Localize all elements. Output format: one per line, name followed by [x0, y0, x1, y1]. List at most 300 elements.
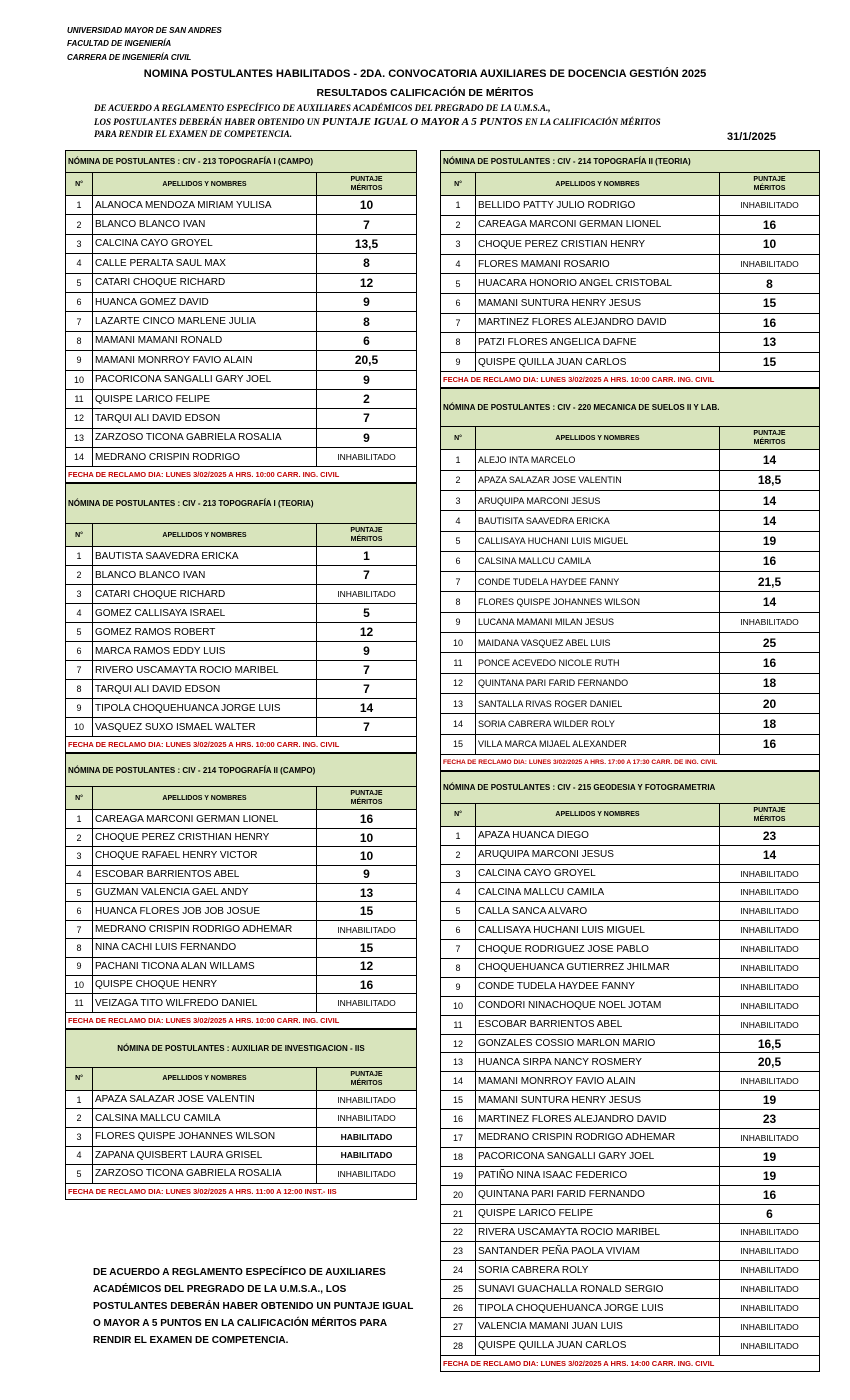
- row-number: 20: [441, 1185, 476, 1204]
- row-number: 21: [441, 1204, 476, 1223]
- merit-score: 23: [720, 1110, 820, 1129]
- merit-score: INHABILITADO: [720, 612, 820, 632]
- footer-rule-note: DE ACUERDO A REGLAMENTO ESPECÍFICO DE AUXILIARES ACADÉMICOS DEL PREGRADO DE LA U.M.S.A., LOS POSTULANTES DEBERÁN HABER OBTENIDO UN PUNTAJE IGUAL O MAYOR A 5 PUNTOS EN LA CALIFICACIÓN MÉRITOS PARA RENDIR EL EXAMEN DE COMPETENCIA.: [93, 1267, 414, 1346]
- merit-score: 6: [720, 1204, 820, 1223]
- row-number: 9: [66, 699, 93, 718]
- merit-score: INHABILITADO: [317, 448, 417, 467]
- merit-score: 23: [720, 826, 820, 845]
- applicant-name: QUISPE LARICO FELIPE: [93, 389, 317, 408]
- row-number: 22: [441, 1223, 476, 1242]
- applicant-name: CALCINA MALLCU CAMILA: [476, 883, 720, 902]
- applicant-name: ALEJO INTA MARCELO: [476, 450, 720, 470]
- applicant-name: QUISPE LARICO FELIPE: [476, 1204, 720, 1223]
- row-number: 24: [441, 1261, 476, 1280]
- merit-score: 8: [317, 312, 417, 331]
- table-row: [66, 902, 417, 920]
- table-row: [441, 1166, 820, 1185]
- applicant-name: GOMEZ CALLISAYA ISRAEL: [93, 604, 317, 623]
- applicant-name: CALLE PERALTA SAUL MAX: [93, 254, 317, 273]
- applicant-name: CALCINA CAYO GROYEL: [93, 234, 317, 253]
- merit-score: 15: [317, 902, 417, 920]
- table-row: [441, 1242, 820, 1261]
- row-number: 4: [441, 254, 476, 274]
- table-row: [66, 254, 417, 273]
- row-number: 2: [66, 828, 93, 846]
- applicant-name: MARTINEZ FLORES ALEJANDRO DAVID: [476, 313, 720, 333]
- applicant-name: PATIÑO NINA ISAAC FEDERICO: [476, 1166, 720, 1185]
- table-row: [441, 313, 820, 333]
- applicant-name: ZAPANA QUISBERT LAURA GRISEL: [93, 1146, 317, 1165]
- applicant-name: ARUQUIPA MARCONI JESUS: [476, 845, 720, 864]
- applicant-name: BLANCO BLANCO IVAN: [93, 566, 317, 585]
- table-title: NÓMINA DE POSTULANTES : CIV - 213 TOPOGRAFÍA I (TEORIA): [66, 484, 417, 524]
- row-number: 11: [66, 389, 93, 408]
- university-name: UNIVERSIDAD MAYOR DE SAN ANDRES: [67, 26, 222, 35]
- row-number: 5: [441, 902, 476, 921]
- table-row: [441, 693, 820, 713]
- row-number: 14: [441, 714, 476, 734]
- col-header-number: N°: [441, 803, 476, 826]
- career-name: CARRERA DE INGENIERÍA CIVIL: [67, 53, 192, 62]
- applicant-name: FLORES MAMANI ROSARIO: [476, 254, 720, 274]
- claim-date-note: FECHA DE RECLAMO DIA: LUNES 3/02/2025 A HRS. 10:00 CARR. ING. CIVIL: [66, 1012, 417, 1028]
- table-row: [66, 351, 417, 370]
- applicant-name: ESCOBAR BARRIENTOS ABEL: [476, 1015, 720, 1034]
- table-row: [441, 274, 820, 294]
- row-number: 9: [441, 352, 476, 372]
- col-header-number: N°: [441, 427, 476, 450]
- row-number: 5: [66, 1165, 93, 1184]
- merit-score: INHABILITADO: [720, 883, 820, 902]
- merit-score: 18,5: [720, 470, 820, 490]
- row-number: 11: [66, 994, 93, 1012]
- claim-date-note: FECHA DE RECLAMO DIA: LUNES 3/02/2025 A HRS. 10:00 CARR. ING. CIVIL: [66, 467, 417, 483]
- faculty-name: FACULTAD DE INGENIERÍA: [67, 39, 172, 48]
- merit-score: INHABILITADO: [317, 1109, 417, 1128]
- row-number: 8: [441, 959, 476, 978]
- table-row: [66, 448, 417, 467]
- applicant-name: MAIDANA VASQUEZ ABEL LUIS: [476, 633, 720, 653]
- row-number: 3: [66, 234, 93, 253]
- merit-score: 16: [720, 551, 820, 571]
- table-row: [441, 1185, 820, 1204]
- table-row: [441, 1223, 820, 1242]
- row-number: 2: [441, 215, 476, 235]
- applicant-name: CALSINA MALLCU CAMILA: [93, 1109, 317, 1128]
- applicant-name: ARUQUIPA MARCONI JESUS: [476, 490, 720, 510]
- table-row: [441, 1091, 820, 1110]
- table-row: [441, 902, 820, 921]
- table-row: [441, 196, 820, 216]
- row-number: 3: [66, 847, 93, 865]
- rule-note-line1: DE ACUERDO A REGLAMENTO ESPECÍFICO DE AUXILIARES ACADÉMICOS DEL PREGRADO DE LA U.M.S.A.,: [94, 103, 551, 113]
- merit-score: 25: [720, 633, 820, 653]
- table-row: [441, 673, 820, 693]
- row-number: 8: [66, 331, 93, 350]
- table-row: [66, 920, 417, 938]
- table-row: [441, 1053, 820, 1072]
- merit-score: 12: [317, 273, 417, 292]
- merit-score: 15: [720, 352, 820, 372]
- rule-note-line2: LOS POSTULANTES DEBERÁN HABER OBTENIDO UN PUNTAJE IGUAL O MAYOR A 5 PUNTOS EN LA CALIFICACIÓN MÉRITOS: [94, 116, 661, 128]
- merit-score: INHABILITADO: [317, 585, 417, 604]
- applicant-name: ZARZOSO TICONA GABRIELA ROSALIA: [93, 428, 317, 447]
- merit-score: 19: [720, 1091, 820, 1110]
- table-row: [441, 714, 820, 734]
- table-row: [441, 883, 820, 902]
- merit-score: INHABILITADO: [720, 1261, 820, 1280]
- col-header-score-line1: PUNTAJE: [753, 806, 786, 814]
- applicant-name: MAMANI MONRROY FAVIO ALAIN: [476, 1072, 720, 1091]
- row-number: 3: [66, 585, 93, 604]
- applicant-name: APAZA HUANCA DIEGO: [476, 826, 720, 845]
- row-number: 9: [66, 351, 93, 370]
- merit-score: 14: [720, 490, 820, 510]
- applicant-name: QUINTANA PARI FARID FERNANDO: [476, 1185, 720, 1204]
- table-row: [441, 490, 820, 510]
- applicant-name: CHOQUE RODRIGUEZ JOSE PABLO: [476, 940, 720, 959]
- table-row: [441, 996, 820, 1015]
- table-row: [441, 572, 820, 592]
- row-number: 8: [441, 333, 476, 353]
- col-header-score-line1: PUNTAJE: [753, 430, 786, 438]
- table-row: [66, 661, 417, 680]
- merit-score: 8: [317, 254, 417, 273]
- table-row: [66, 1127, 417, 1146]
- applicant-name: CALCINA CAYO GROYEL: [476, 864, 720, 883]
- row-number: 5: [66, 273, 93, 292]
- table-row: [66, 828, 417, 846]
- col-header-score-line2: MÉRITOS: [350, 185, 383, 192]
- merit-score: 10: [317, 828, 417, 846]
- applicant-name: MAMANI SUNTURA HENRY JESUS: [476, 293, 720, 313]
- merit-score: 7: [317, 661, 417, 680]
- applicant-name: PACORICONA SANGALLI GARY JOEL: [476, 1147, 720, 1166]
- applicant-name: MAMANI MONRROY FAVIO ALAIN: [93, 351, 317, 370]
- row-number: 13: [441, 1053, 476, 1072]
- applicant-name: ZARZOSO TICONA GABRIELA ROSALIA: [93, 1165, 317, 1184]
- applicant-name: VILLA MARCA MIJAEL ALEXANDER: [476, 734, 720, 754]
- merit-score: 16: [720, 215, 820, 235]
- table-row: [66, 585, 417, 604]
- applicant-name: MARTINEZ FLORES ALEJANDRO DAVID: [476, 1110, 720, 1129]
- merit-score: 18: [720, 714, 820, 734]
- row-number: 5: [441, 531, 476, 551]
- row-number: 6: [441, 293, 476, 313]
- row-number: 3: [441, 864, 476, 883]
- applicant-name: SANTALLA RIVAS ROGER DANIEL: [476, 693, 720, 713]
- applicant-name: GUZMAN VALENCIA GAEL ANDY: [93, 884, 317, 902]
- row-number: 5: [441, 274, 476, 294]
- merit-score: 16: [720, 1185, 820, 1204]
- merit-score: 2: [317, 389, 417, 408]
- merit-score: 16: [720, 734, 820, 754]
- applicant-name: BAUTISITA SAAVEDRA ERICKA: [476, 511, 720, 531]
- applicant-name: HUACARA HONORIO ANGEL CRISTOBAL: [476, 274, 720, 294]
- table-row: [441, 612, 820, 632]
- applicant-name: CALLISAYA HUCHANI LUIS MIGUEL: [476, 921, 720, 940]
- merit-score: 7: [317, 680, 417, 699]
- page-title: NOMINA POSTULANTES HABILITADOS - 2DA. CONVOCATORIA AUXILIARES DE DOCENCIA GESTIÓN 2025: [143, 68, 707, 80]
- merit-score: 9: [317, 865, 417, 883]
- table-row: [66, 642, 417, 661]
- applicant-name: CALLISAYA HUCHANI LUIS MIGUEL: [476, 531, 720, 551]
- applicant-name: CAREAGA MARCONI GERMAN LIONEL: [476, 215, 720, 235]
- claim-date-note: FECHA DE RECLAMO DIA: LUNES 3/02/2025 A HRS. 14:00 CARR. ING. CIVIL: [441, 1355, 820, 1371]
- applicant-name: PATZI FLORES ANGELICA DAFNE: [476, 333, 720, 353]
- table-title: NÓMINA DE POSTULANTES : AUXILIAR DE INVESTIGACION - IIS: [66, 1029, 417, 1067]
- table-row: [66, 865, 417, 883]
- merit-score: INHABILITADO: [720, 1242, 820, 1261]
- applicant-name: CATARI CHOQUE RICHARD: [93, 273, 317, 292]
- applicant-name: APAZA SALAZAR JOSE VALENTIN: [476, 470, 720, 490]
- table-row: [66, 1146, 417, 1165]
- table-row: [66, 810, 417, 828]
- applicant-name: BELLIDO PATTY JULIO RODRIGO: [476, 196, 720, 216]
- row-number: 4: [66, 865, 93, 883]
- table-row: [66, 604, 417, 623]
- col-header-name: APELLIDOS Y NOMBRES: [476, 173, 720, 196]
- table-row: [441, 470, 820, 490]
- row-number: 5: [66, 884, 93, 902]
- col-header-score-line2: MÉRITOS: [753, 815, 786, 823]
- table-row: [66, 215, 417, 234]
- applicant-name: SORIA CABRERA WILDER ROLY: [476, 714, 720, 734]
- merit-score: INHABILITADO: [720, 1336, 820, 1355]
- row-number: 9: [441, 977, 476, 996]
- applicant-name: LAZARTE CINCO MARLENE JULIA: [93, 312, 317, 331]
- table-row: [441, 1015, 820, 1034]
- col-header-name: APELLIDOS Y NOMBRES: [93, 173, 317, 196]
- row-number: 2: [66, 215, 93, 234]
- row-number: 1: [441, 826, 476, 845]
- table-row: [66, 718, 417, 737]
- merit-score: 16: [720, 313, 820, 333]
- merit-score: INHABILITADO: [720, 1072, 820, 1091]
- row-number: 4: [66, 1146, 93, 1165]
- row-number: 9: [66, 957, 93, 975]
- applicant-name: APAZA SALAZAR JOSE VALENTIN: [93, 1090, 317, 1109]
- col-header-name: APELLIDOS Y NOMBRES: [93, 1067, 317, 1090]
- table-row: [441, 959, 820, 978]
- row-number: 6: [441, 551, 476, 571]
- applicant-name: MAMANI MAMANI RONALD: [93, 331, 317, 350]
- col-header-number: N°: [66, 524, 93, 547]
- applicant-name: QUISPE QUILLA JUAN CARLOS: [476, 352, 720, 372]
- col-header-name: APELLIDOS Y NOMBRES: [93, 787, 317, 810]
- merit-score: 21,5: [720, 572, 820, 592]
- row-number: 3: [441, 490, 476, 510]
- applicant-name: HUANCA SIRPA NANCY ROSMERY: [476, 1053, 720, 1072]
- table-row: [66, 273, 417, 292]
- merit-score: 15: [720, 293, 820, 313]
- merit-score: INHABILITADO: [317, 994, 417, 1012]
- applicant-name: CONDE TUDELA HAYDEE FANNY: [476, 977, 720, 996]
- col-header-score: [720, 803, 820, 826]
- table-title: NÓMINA DE POSTULANTES : CIV - 214 TOPOGRAFÍA II (CAMPO): [66, 754, 417, 787]
- applicant-name: RIVERO USCAMAYTA ROCIO MARIBEL: [93, 661, 317, 680]
- col-header-name: APELLIDOS Y NOMBRES: [93, 524, 317, 547]
- row-number: 7: [66, 661, 93, 680]
- table-row: [66, 847, 417, 865]
- applicant-name: SANTANDER PEÑA PAOLA VIVIAM: [476, 1242, 720, 1261]
- table-row: [66, 1109, 417, 1128]
- table-title: NÓMINA DE POSTULANTES : CIV - 214 TOPOGRAFÍA II (TEORIA): [441, 151, 820, 173]
- applicant-name: MEDRANO CRISPIN RODRIGO ADHEMAR: [93, 920, 317, 938]
- table-row: [66, 957, 417, 975]
- table-row: [441, 1129, 820, 1148]
- merit-score: 14: [720, 511, 820, 531]
- row-number: 19: [441, 1166, 476, 1185]
- table-row: [66, 566, 417, 585]
- table-row: [66, 428, 417, 447]
- table-title: NÓMINA DE POSTULANTES : CIV - 213 TOPOGRAFÍA I (CAMPO): [66, 151, 417, 173]
- merit-score: 6: [317, 331, 417, 350]
- merit-score: INHABILITADO: [720, 1299, 820, 1318]
- merit-score: 16,5: [720, 1034, 820, 1053]
- table-row: [66, 939, 417, 957]
- applicant-name: MARCA RAMOS EDDY LUIS: [93, 642, 317, 661]
- merit-score: INHABILITADO: [720, 1015, 820, 1034]
- row-number: 8: [441, 592, 476, 612]
- merit-score: 12: [317, 957, 417, 975]
- row-number: 15: [441, 734, 476, 754]
- col-header-score-line2: MÉRITOS: [350, 799, 383, 807]
- applicant-name: CHOQUE PEREZ CRISTHIAN HENRY: [93, 828, 317, 846]
- applicant-name: SUNAVI GUACHALLA RONALD SERGIO: [476, 1280, 720, 1299]
- merit-score: 7: [317, 215, 417, 234]
- row-number: 4: [441, 511, 476, 531]
- col-header-number: N°: [66, 1067, 93, 1090]
- table-row: [441, 864, 820, 883]
- row-number: 11: [441, 653, 476, 673]
- applicant-name: CAREAGA MARCONI GERMAN LIONEL: [93, 810, 317, 828]
- document-date: 31/1/2025: [727, 131, 776, 143]
- row-number: 4: [66, 604, 93, 623]
- row-number: 13: [441, 693, 476, 713]
- applicant-name: LUCANA MAMANI MILAN JESUS: [476, 612, 720, 632]
- table-row: [441, 1299, 820, 1318]
- merit-score: 7: [317, 718, 417, 737]
- merit-score: INHABILITADO: [317, 1090, 417, 1109]
- table-row: [66, 623, 417, 642]
- applicant-name: RIVERA USCAMAYTA ROCIO MARIBEL: [476, 1223, 720, 1242]
- table-row: [441, 511, 820, 531]
- col-header-score-line1: PUNTAJE: [350, 527, 383, 535]
- table-row: [66, 409, 417, 428]
- merit-score: INHABILITADO: [720, 977, 820, 996]
- applicant-name: TIPOLA CHOQUEHUANCA JORGE LUIS: [93, 699, 317, 718]
- col-header-score: [317, 1067, 417, 1090]
- applicant-name: CHOQUE RAFAEL HENRY VICTOR: [93, 847, 317, 865]
- merit-score: 9: [317, 642, 417, 661]
- claim-date-note: FECHA DE RECLAMO DIA: LUNES 3/02/2025 A HRS. 17:00 A 17:30 CARR. DE ING. CIVIL: [441, 754, 820, 770]
- row-number: 26: [441, 1299, 476, 1318]
- row-number: 28: [441, 1336, 476, 1355]
- row-number: 8: [66, 939, 93, 957]
- col-header-number: N°: [66, 173, 93, 196]
- applicant-name: CHOQUEHUANCA GUTIERREZ JHILMAR: [476, 959, 720, 978]
- table-row: [441, 734, 820, 754]
- table-row: [441, 845, 820, 864]
- merit-score: 5: [317, 604, 417, 623]
- row-number: 10: [441, 996, 476, 1015]
- applicant-name: GOMEZ RAMOS ROBERT: [93, 623, 317, 642]
- row-number: 14: [66, 448, 93, 467]
- col-header-score: [317, 173, 417, 196]
- table-row: [441, 653, 820, 673]
- applicant-name: CONDE TUDELA HAYDEE FANNY: [476, 572, 720, 592]
- row-number: 25: [441, 1280, 476, 1299]
- table-row: [441, 333, 820, 353]
- applicant-name: ALANOCA MENDOZA MIRIAM YULISA: [93, 196, 317, 215]
- table-row: [66, 884, 417, 902]
- table-row: [441, 592, 820, 612]
- merit-score: 9: [317, 428, 417, 447]
- table-row: [66, 1165, 417, 1184]
- applicant-name: FLORES QUISPE JOHANNES WILSON: [93, 1127, 317, 1146]
- row-number: 13: [66, 428, 93, 447]
- merit-score: INHABILITADO: [720, 940, 820, 959]
- row-number: 6: [66, 292, 93, 311]
- row-number: 10: [66, 975, 93, 993]
- row-number: 9: [441, 612, 476, 632]
- row-number: 10: [66, 370, 93, 389]
- row-number: 6: [66, 642, 93, 661]
- applicant-name: VALENCIA MAMANI JUAN LUIS: [476, 1317, 720, 1336]
- applicant-name: MEDRANO CRISPIN RODRIGO ADHEMAR: [476, 1129, 720, 1148]
- merit-score: INHABILITADO: [720, 959, 820, 978]
- merit-score: 12: [317, 623, 417, 642]
- applicant-name: TIPOLA CHOQUEHUANCA JORGE LUIS: [476, 1299, 720, 1318]
- table-row: [441, 826, 820, 845]
- rule-note-line3: PARA RENDIR EL EXAMEN DE COMPETENCIA.: [94, 129, 293, 139]
- page-subtitle: RESULTADOS CALIFICACIÓN DE MÉRITOS: [316, 87, 534, 99]
- table-title: NÓMINA DE POSTULANTES : CIV - 215 GEODESIA Y FOTOGRAMETRIA: [441, 771, 820, 803]
- applicant-name: PACORICONA SANGALLI GARY JOEL: [93, 370, 317, 389]
- merit-score: 14: [720, 845, 820, 864]
- applicant-name: PONCE ACEVEDO NICOLE RUTH: [476, 653, 720, 673]
- merit-score: 10: [317, 196, 417, 215]
- table-row: [66, 331, 417, 350]
- row-number: 14: [441, 1072, 476, 1091]
- merit-score: INHABILITADO: [720, 254, 820, 274]
- merit-score: 16: [720, 653, 820, 673]
- table-row: [66, 975, 417, 993]
- merit-score: 13,5: [317, 234, 417, 253]
- applicant-name: HUANCA FLORES JOB JOB JOSUE: [93, 902, 317, 920]
- col-header-score: [720, 427, 820, 450]
- merit-score: 8: [720, 274, 820, 294]
- merit-score: 16: [317, 810, 417, 828]
- col-header-number: N°: [66, 787, 93, 810]
- applicant-name: TARQUI ALI DAVID EDSON: [93, 409, 317, 428]
- table-row: [441, 633, 820, 653]
- row-number: 7: [441, 572, 476, 592]
- applicant-name: QUISPE CHOQUE HENRY: [93, 975, 317, 993]
- row-number: 11: [441, 1015, 476, 1034]
- row-number: 23: [441, 1242, 476, 1261]
- merit-score: 20,5: [720, 1053, 820, 1072]
- table-row: [66, 196, 417, 215]
- row-number: 27: [441, 1317, 476, 1336]
- row-number: 6: [66, 902, 93, 920]
- merit-score: 7: [317, 566, 417, 585]
- merit-score: 14: [720, 592, 820, 612]
- row-number: 6: [441, 921, 476, 940]
- row-number: 12: [441, 1034, 476, 1053]
- applicant-name: GONZALES COSSIO MARLON MARIO: [476, 1034, 720, 1053]
